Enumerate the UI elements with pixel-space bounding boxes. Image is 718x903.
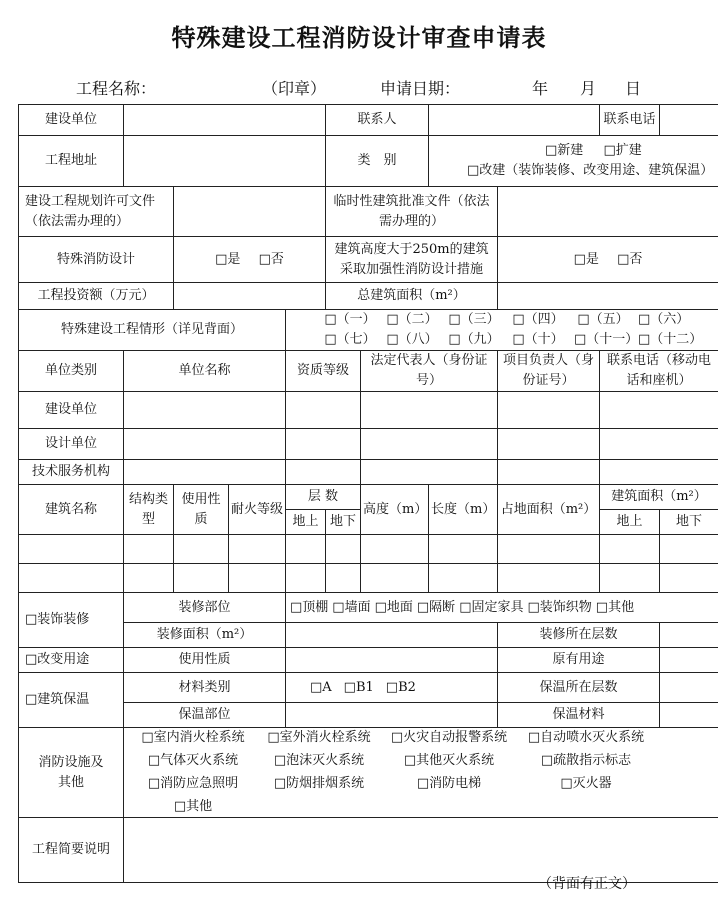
unit-name-field[interactable]: [124, 460, 286, 485]
special-fire-no-checkbox[interactable]: □否: [258, 251, 284, 267]
original-use-field[interactable]: [660, 648, 718, 673]
floors-below-header: 地下: [326, 510, 361, 535]
decoration-floor-field[interactable]: [660, 623, 718, 648]
fire-facility-checkbox[interactable]: □其他: [173, 799, 213, 814]
fire-facility-checkbox[interactable]: □防烟排烟系统: [273, 776, 365, 791]
situation-checkbox[interactable]: □（二）: [386, 312, 438, 327]
contact-field[interactable]: [429, 105, 600, 136]
building-cell[interactable]: [600, 564, 660, 593]
unit-row-label: 技术服务机构: [19, 460, 124, 485]
insulation-checkbox[interactable]: □建筑保温: [19, 673, 124, 728]
height-250-yes-checkbox[interactable]: □是: [573, 251, 599, 267]
construction-unit-field[interactable]: [124, 105, 326, 136]
change-use-checkbox[interactable]: □改变用途: [19, 648, 124, 673]
building-cell[interactable]: [600, 535, 660, 564]
height-250-no-checkbox[interactable]: □否: [617, 251, 643, 267]
unit-phone-field[interactable]: [600, 392, 718, 429]
decoration-part-checkbox[interactable]: □固定家具: [459, 599, 524, 615]
construction-unit-label: 建设单位: [19, 105, 124, 136]
fire-rating-header: 耐火等级: [229, 485, 286, 535]
qualification-field[interactable]: [286, 392, 361, 429]
qualification-field[interactable]: [286, 460, 361, 485]
brief-label: 工程简要说明: [19, 818, 124, 883]
building-cell[interactable]: [19, 535, 124, 564]
fire-facility-checkbox[interactable]: □消防应急照明: [147, 776, 239, 791]
address-label: 工程地址: [19, 136, 124, 187]
situation-checkbox[interactable]: □（五）: [577, 312, 629, 327]
length-header: 长度（m）: [429, 485, 498, 535]
material-type-checkbox[interactable]: □A: [310, 679, 332, 695]
fire-facility-checkbox[interactable]: □灭火器: [560, 776, 612, 791]
building-area-header: 建筑面积（m²）: [600, 485, 718, 510]
special-fire-design-label: 特殊消防设计: [19, 237, 174, 283]
unit-name-header: 单位名称: [124, 351, 286, 392]
day-label: 日: [625, 79, 642, 98]
total-area-field[interactable]: [498, 283, 718, 310]
unit-name-field[interactable]: [124, 392, 286, 429]
building-cell[interactable]: [361, 564, 429, 593]
project-leader-field[interactable]: [498, 429, 600, 460]
legal-rep-field[interactable]: [361, 392, 498, 429]
fire-facility-checkbox[interactable]: □消防电梯: [416, 776, 482, 791]
area-above-header: 地上: [600, 510, 660, 535]
unit-phone-header: 联系电话（移动电话和座机）: [600, 351, 718, 392]
material-type-checkbox[interactable]: □B2: [385, 679, 416, 695]
floors-header: 层 数: [286, 485, 361, 510]
insulation-part-label: 保温部位: [124, 703, 286, 728]
floors-above-header: 地上: [286, 510, 326, 535]
height-250-label: 建筑高度大于250m的建筑采取加强性消防设计措施: [326, 237, 498, 283]
application-form-table: [18, 104, 718, 883]
land-area-header: 占地面积（m²）: [498, 485, 600, 535]
decoration-part-checkbox[interactable]: □地面: [374, 599, 413, 615]
apply-date-label: 申请日期：: [380, 79, 461, 98]
special-situation-label: 特殊建设工程情形（详见背面）: [19, 310, 286, 351]
category-options: [429, 136, 718, 187]
seal-label: （印章）: [262, 79, 327, 98]
building-cell[interactable]: [429, 564, 498, 593]
material-type-options: [286, 673, 498, 703]
structure-type-header: 结构类型: [124, 485, 174, 535]
investment-label: 工程投资额（万元）: [19, 283, 174, 310]
situation-checkbox[interactable]: □（十二）: [638, 332, 703, 347]
situation-checkbox[interactable]: □（四）: [512, 312, 564, 327]
fire-facility-checkbox[interactable]: □气体灭火系统: [147, 753, 239, 768]
special-fire-yes-checkbox[interactable]: □是: [215, 251, 241, 267]
project-leader-field[interactable]: [498, 460, 600, 485]
building-name-header: 建筑名称: [19, 485, 124, 535]
qualification-header: 资质等级: [286, 351, 361, 392]
building-cell[interactable]: [124, 535, 174, 564]
decoration-part-checkbox[interactable]: □墙面: [332, 599, 371, 615]
situation-checkbox[interactable]: □（十）: [512, 332, 564, 347]
insulation-part-field[interactable]: [286, 703, 498, 728]
decoration-part-checkbox[interactable]: □装饰织物: [527, 599, 592, 615]
building-cell[interactable]: [361, 535, 429, 564]
temp-approval-field[interactable]: [498, 187, 718, 237]
building-cell[interactable]: [286, 535, 326, 564]
material-type-label: 材料类别: [124, 673, 286, 703]
building-cell[interactable]: [19, 564, 124, 593]
building-cell[interactable]: [498, 535, 600, 564]
unit-type-header: 单位类别: [19, 351, 124, 392]
insulation-material-field[interactable]: [660, 703, 718, 728]
decoration-area-field[interactable]: [286, 623, 498, 648]
expand-checkbox[interactable]: □扩建: [603, 143, 642, 158]
renovate-checkbox[interactable]: □改建（装饰装修、改变用途、建筑保温）: [467, 163, 714, 178]
building-cell[interactable]: [229, 535, 286, 564]
building-cell[interactable]: [174, 564, 229, 593]
building-cell[interactable]: [429, 535, 498, 564]
contact-label: 联系人: [326, 105, 429, 136]
unit-name-field[interactable]: [124, 429, 286, 460]
planning-permit-field[interactable]: [174, 187, 326, 237]
fire-facility-checkbox[interactable]: □室外消火栓系统: [267, 730, 371, 745]
decoration-part-checkbox[interactable]: □其他: [595, 599, 635, 615]
change-use-nature-label: 使用性质: [124, 648, 286, 673]
building-cell[interactable]: [286, 564, 326, 593]
special-situation-options: [286, 310, 718, 351]
unit-phone-field[interactable]: [600, 429, 718, 460]
building-cell[interactable]: [174, 535, 229, 564]
category-label: 类 别: [326, 136, 429, 187]
fire-facilities-label: 消防设施及其他: [19, 728, 124, 818]
decoration-area-label: 装修面积（m²）: [124, 623, 286, 648]
investment-field[interactable]: [174, 283, 326, 310]
decoration-part-checkbox[interactable]: □隔断: [416, 599, 456, 615]
building-cell[interactable]: [498, 564, 600, 593]
situation-checkbox[interactable]: □（三）: [448, 312, 500, 327]
situation-checkbox[interactable]: □（一）: [324, 312, 376, 327]
fire-facility-checkbox[interactable]: □疏散指示标志: [540, 753, 632, 768]
use-nature-header: 使用性质: [174, 485, 229, 535]
decoration-checkbox[interactable]: □装饰装修: [19, 593, 124, 648]
decoration-floor-label: 装修所在层数: [498, 623, 660, 648]
qualification-field[interactable]: [286, 429, 361, 460]
decoration-parts: [286, 593, 718, 623]
fire-facility-checkbox[interactable]: □室内消火栓系统: [141, 730, 245, 745]
fire-facility-checkbox[interactable]: □火灾自动报警系统: [390, 730, 508, 745]
contact-phone-field[interactable]: [660, 105, 718, 136]
building-cell[interactable]: [326, 564, 361, 593]
address-field[interactable]: [124, 136, 326, 187]
unit-phone-field[interactable]: [600, 460, 718, 485]
decoration-part-checkbox[interactable]: □顶棚: [290, 599, 329, 615]
fire-facility-checkbox[interactable]: □其他灭火系统: [403, 753, 495, 768]
situation-checkbox[interactable]: □（七）: [324, 332, 376, 347]
building-cell[interactable]: [660, 535, 718, 564]
fire-facility-checkbox[interactable]: □泡沫灭火系统: [273, 753, 365, 768]
decoration-part-label: 装修部位: [124, 593, 286, 623]
insulation-material-label: 保温材料: [498, 703, 660, 728]
legal-rep-field[interactable]: [361, 460, 498, 485]
original-use-label: 原有用途: [498, 648, 660, 673]
temp-approval-label: 临时性建筑批准文件（依法需办理的）: [326, 187, 498, 237]
legal-rep-field[interactable]: [361, 429, 498, 460]
total-area-label: 总建筑面积（m²）: [326, 283, 498, 310]
project-leader-header: 项目负责人（身份证号）: [498, 351, 600, 392]
new-checkbox[interactable]: □新建: [545, 143, 584, 158]
unit-row-label: 建设单位: [19, 392, 124, 429]
building-cell[interactable]: [124, 564, 174, 593]
contact-phone-label: 联系电话: [600, 105, 660, 136]
legal-rep-header: 法定代表人（身份证号）: [361, 351, 498, 392]
building-cell[interactable]: [229, 564, 286, 593]
height-header: 高度（m）: [361, 485, 429, 535]
fire-facility-checkbox[interactable]: □自动喷水灭火系统: [527, 730, 645, 745]
insulation-floor-field[interactable]: [660, 673, 718, 703]
building-cell[interactable]: [326, 535, 361, 564]
unit-row-label: 设计单位: [19, 429, 124, 460]
fire-facilities-options: [124, 728, 718, 818]
year-label: 年: [532, 79, 549, 98]
insulation-floor-label: 保温所在层数: [498, 673, 660, 703]
situation-checkbox[interactable]: □（八）: [386, 332, 438, 347]
material-type-checkbox[interactable]: □B1: [343, 679, 374, 695]
building-cell[interactable]: [660, 564, 718, 593]
planning-permit-label: 建设工程规划许可文件（依法需办理的）: [19, 187, 174, 237]
project-leader-field[interactable]: [498, 392, 600, 429]
situation-checkbox[interactable]: □（九）: [448, 332, 500, 347]
change-use-nature-field[interactable]: [286, 648, 498, 673]
month-label: 月: [580, 79, 597, 98]
situation-checkbox[interactable]: □（十一）: [574, 332, 639, 347]
situation-checkbox[interactable]: □（六）: [638, 312, 690, 327]
footer-note: （背面有正文）: [538, 876, 636, 892]
project-name-label: 工程名称：: [76, 79, 157, 98]
area-below-header: 地下: [660, 510, 718, 535]
form-title: 特殊建设工程消防设计审查申请表: [171, 23, 547, 52]
